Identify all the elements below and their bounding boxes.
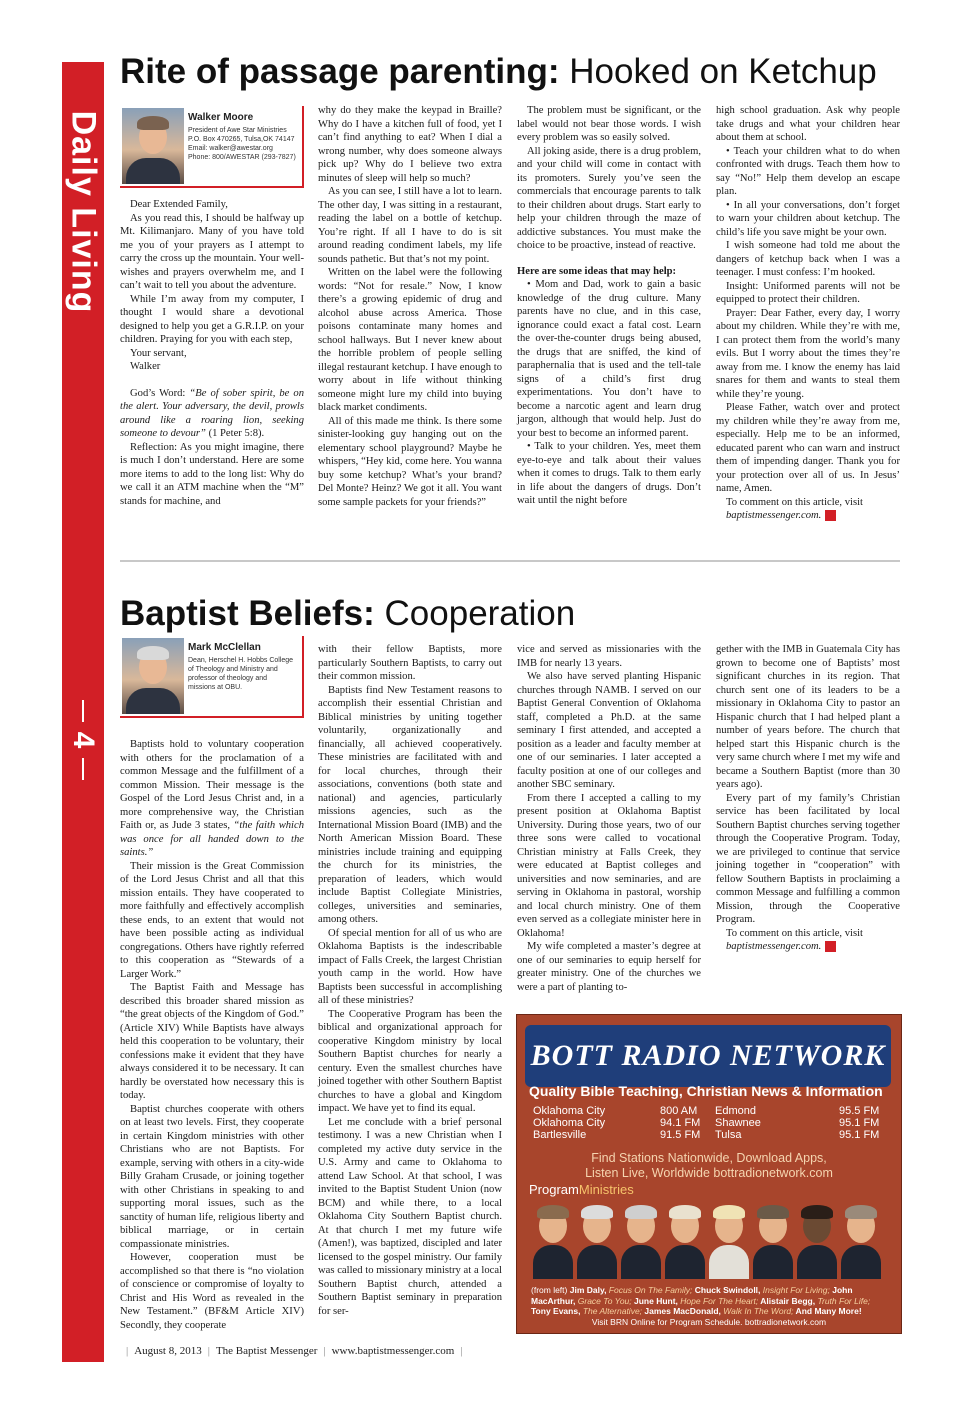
bullet-item: • Teach your children what to do when confronted with drugs. Teach them how to say “No!” Help them develop an escape plan.	[716, 145, 900, 197]
paragraph: Please Father, watch over and protect my children while they’re away from me, especially. Help me to be an informed, educated parent who can warn and instruct them of impending danger. Thank you for your protection over all of us. In Jesus’ name, Amen.	[716, 402, 900, 494]
paragraph	[120, 738, 304, 860]
station-list	[533, 1105, 883, 1141]
station-frequency: 800 AM	[660, 1105, 698, 1117]
program-ministries-heading	[529, 1182, 634, 1197]
article1-headline-bold: Rite of passage parenting:	[120, 52, 560, 91]
author-photo-hair	[137, 116, 169, 130]
program-word: Program	[529, 1182, 579, 1197]
host-portrait	[621, 1205, 661, 1279]
host-body	[753, 1245, 793, 1279]
scripture-quote: “the faith which was once for all handed down to the saints.”	[120, 820, 304, 858]
radio-hosts-photo	[529, 1199, 889, 1281]
host-portrait	[709, 1205, 749, 1279]
host-body	[621, 1245, 661, 1279]
paragraph: Baptists find New Testament reasons to accomplish their essential Christian and Biblical ministries by uniting together voluntarily, organizationally and financially, all achieved cooperatively. These ministries are facilitated with and for local churches, through their associations, conventions (both state and national) and agencies, particularly missions agencies, such as the International Mission Board (IMB) and the North American Mission Board. These ministries include training and equipping the church for its ministries, the preparation of leaders, which would include Baptist Collegiate Ministries, colleges, universities and seminaries, among others.	[318, 684, 502, 925]
host-name: Alistair Begg,	[758, 1295, 816, 1306]
footer-paper-name: The Baptist Messenger	[215, 1345, 318, 1357]
footer-separator: |	[207, 1345, 210, 1357]
article1-column-4	[716, 104, 900, 523]
article1-column-1	[120, 198, 304, 508]
host-name: Chuck Swindoll,	[692, 1285, 761, 1295]
paragraph: From there I accepted a calling to my present position at Oklahoma Baptist University. During those years, two of our three sons were called to vocational Christian ministry at Falls Creek, they were educated at Baptist colleges and universities and now seminaries, and are serving in Oklahoma in pastoral, worship and local church ministry. One of them even served as a collegiate minister here in Oklahoma!	[517, 792, 701, 939]
host-name: June Hunt,	[631, 1295, 678, 1306]
scripture-quote: “Be of sober spirit, be on the alert. Your adversary, the devil, prowls around like a roaring lion, seeking someone to devour”	[120, 387, 304, 439]
footer-separator: |	[126, 1345, 129, 1357]
paragraph: All of this made me think. Is there some sinister-looking guy hanging out on the elementary school playground? Maybe he whispers, “Hey kid, come here. You wanna buy some ketchup? What’s your brand? Del Monte? Heinz? We got it all. You want some sample packets for your friends?”	[318, 415, 502, 508]
paragraph: Every part of my family’s Christian service has been facilitated by local Southern Baptist churches serving together through the Cooperative Program. Today, we are privileged to continue that service joining together in “cooperation” with fellow Southern Baptists in proclaiming a common Message and fulfilling a common Mission, through the Cooperative Program.	[716, 792, 900, 925]
comment-link-line	[716, 940, 900, 954]
bullet-item: • Mom and Dad, work to gain a basic knowledge of the drug culture. Many parents have no clue, and in this case, ignorance could exact a fatal cost. Learn the over-the-counter drugs being abused, the drugs that are sniffed, the kind of paraphernalia that is used and the tell-tale signs of a child’s first drug experimentations. You don’t have to become a narcotic agent and learn drug jargon, although that would help. Just do your best to become an informed parent.	[517, 279, 701, 439]
host-hair	[713, 1205, 745, 1219]
show-name: Grace To You;	[575, 1295, 632, 1306]
paragraph: why do they make the keypad in Braille? Why do I have a kitchen full of food, yet I can’t find anything to eat? When I dial a wrong number, why does someone always pick up? Why do I believe two extra minutes of sleep will help so much?	[318, 105, 502, 184]
paragraph: The Baptist Faith and Message has described this broader shared mission as “the great objects of the Kingdom of God.” (Article XIV) While Baptists have always held this cooperation to be voluntary, their confessions make it evident that they have always considered it to be necessary. It can hardly be overstated how necessary this is today.	[120, 982, 304, 1101]
host-body	[709, 1245, 749, 1279]
messenger-logo-icon: m	[825, 941, 836, 952]
section-label	[62, 62, 104, 362]
ad-title-banner	[525, 1025, 891, 1087]
host-portrait	[797, 1205, 837, 1279]
comment-prompt: To comment on this article, visit	[726, 927, 863, 939]
paragraph	[120, 387, 304, 441]
paragraph: Prayer: Dear Father, every day, I worry about my children. While they’re with me, I can protect them from the world’s many evils. But I worry about the times they’re away from me. I know the enemy has laid snares for them and wants to steal them while they’re young.	[716, 307, 900, 400]
paragraph: My wife completed a master’s degree at one of our seminaries to equip herself for greater ministry. One of the churches we were a part of planting to-	[517, 941, 701, 993]
station-city: Oklahoma City	[533, 1117, 606, 1129]
scripture-reference: (1 Peter 5:8).	[205, 428, 265, 439]
show-name: Focus On The Family;	[606, 1285, 693, 1295]
show-name: Insight For Living;	[760, 1285, 830, 1295]
show-name: The Alternative;	[580, 1306, 643, 1316]
paragraph: All joking aside, there is a drug problem, and your child will come in contact with its promoters. Surely you’ve seen the commercials that encourage parents to talk to their children about drugs. Start early to help your children through the maze of addictive substances. You must make the choice to be proactive, instead of reactive.	[517, 145, 701, 251]
article2-headline	[120, 594, 575, 634]
author-email: Email: walker@awestar.org	[188, 145, 273, 152]
host-portrait	[841, 1205, 881, 1279]
article2-headline-thin: Cooperation	[384, 594, 576, 633]
show-name: Hope For The Heart;	[677, 1295, 759, 1306]
author-photo-hair	[137, 646, 169, 660]
paragraph: The Cooperative Program has been the biblical and organizational approach for cooperative Kingdom ministry by local Southern Baptist churches for nearly a century. Even the smallest churches have joined together with other Southern Baptist churches to have a global and Kingdom impact. We have yet to find its equal.	[318, 1008, 502, 1114]
host-hair	[625, 1205, 657, 1219]
host-name: Jim Daly,	[569, 1285, 607, 1295]
paragraph: Your servant,	[130, 347, 187, 359]
article1-headline-thin: Hooked on Ketchup	[569, 52, 877, 91]
ad-find-line: Listen Live, Worldwide bottradionetwork.com	[585, 1166, 833, 1180]
paragraph: Of special mention for all of us who are Oklahoma Baptists is the indescribable impact of Falls Creek, the largest Christian youth camp in the world. How have Baptists been successful in accomplishing all of these ministries?	[318, 927, 502, 1006]
ad-visit-line: Visit BRN Online for Program Schedule. bottradionetwork.com	[591, 1316, 827, 1327]
station-row	[533, 1105, 883, 1117]
station-row	[533, 1129, 883, 1141]
host-portrait	[533, 1205, 573, 1279]
article2-author-box	[120, 636, 304, 718]
messenger-logo-icon: m	[825, 510, 836, 521]
ministries-word: Ministries	[578, 1182, 634, 1197]
paragraph: gether with the IMB in Guatemala City has grown to become one of Baptists’ most significant churches in its region. That church sent one of its leaders to be a missionary in Oklahoma City to pastor an Hispanic church that I had helped plant a number of years before. The church that helped start this Hispanic church is the very same church where I met my wife and became a Southern Baptist (more than 30 years ago).	[716, 644, 900, 790]
page-number-rule-bottom	[82, 758, 84, 780]
bott-radio-advertisement	[516, 1014, 902, 1334]
host-portrait	[665, 1205, 705, 1279]
host-portrait	[753, 1205, 793, 1279]
author-address: P.O. Box 470265, Tulsa,OK 74147	[188, 136, 295, 143]
comment-link[interactable]: baptistmessenger.com.	[726, 510, 822, 521]
page-number-text: 4	[67, 731, 100, 749]
host-name: John MacArthur,	[531, 1285, 853, 1306]
bullet-item: • In all your conversations, don’t forget to warn your children about ketchup. The child’s life you save might be your own.	[716, 199, 900, 238]
author-title-line: Dean, Herschel H. Hobbs College	[188, 657, 294, 664]
article2-headline-bold: Baptist Beliefs:	[120, 594, 375, 633]
article2-column-3	[517, 643, 701, 994]
gods-word-lead: God’s Word:	[130, 387, 190, 399]
ad-tagline: Quality Bible Teaching, Christian News & Information	[529, 1083, 883, 1099]
author-title-line: professor of theology and	[188, 675, 267, 682]
host-hair	[757, 1205, 789, 1219]
bullet-item: • Talk to your children. Yes, meet them eye-to-eye and talk about their values when it comes to drugs. Talk to them early in life about the dangers of drugs. Don’t wait until the night before	[517, 441, 701, 506]
tips-heading: Here are some ideas that may help:	[517, 265, 677, 277]
paragraph: As you can see, I still have a lot to learn. The other day, I was sitting in a restaurant, reading the label on a bottle of ketchup. You’re right. If all I have to do is sit around reading condiment labels, my life sounds pathetic. But that’s not my point.	[318, 186, 502, 265]
article2-column-1	[120, 738, 304, 1332]
station-frequency: 95.5 FM	[839, 1105, 880, 1117]
host-body	[665, 1245, 705, 1279]
author-info	[188, 642, 298, 692]
paragraph-text: Baptists hold to voluntary cooperation with others for the proclamation of a common Message and the fulfillment of a common Mission. Their message is the Gospel of the Lord Jesus Christ and, in a more comprehensive way, the Christian Faith or, as Jude 3 states,	[120, 739, 304, 831]
footer-url[interactable]: www.baptistmessenger.com	[331, 1345, 455, 1357]
page-number	[62, 700, 104, 780]
author-info	[188, 112, 298, 162]
station-frequency: 94.1 FM	[660, 1117, 701, 1129]
footer-date: August 8, 2013	[134, 1345, 202, 1357]
station-city: Tulsa	[715, 1129, 742, 1141]
station-city: Edmond	[715, 1105, 756, 1117]
footer-separator: |	[323, 1345, 326, 1357]
host-hair	[801, 1205, 833, 1219]
host-hair	[845, 1205, 877, 1219]
host-body	[797, 1245, 837, 1279]
ad-title: BOTT RADIO NETWORK	[530, 1039, 886, 1072]
comment-link[interactable]: baptistmessenger.com.	[726, 941, 822, 952]
host-hair	[669, 1205, 701, 1219]
paragraph: Written on the label were the following words: “Not for resale.” Now, I know there’s a growing epidemic of drug and alcohol abuse across America. Those poisons contaminate many homes and school hallways. But I never knew about the horrible problem of people selling illegal restaurant ketchup. I have enough to worry about in life without thinking someone might lure my child into buying black market condiments.	[318, 267, 502, 413]
paragraph: As you read this, I should be halfway up Mt. Kilimanjaro. Many of you have told me you of your prayers as I attempt to carry the cross up the mountain. Your well-wishes and prayers overwhelm me, and I can’t wait to tell you about the adventure.	[120, 212, 304, 291]
paragraph: I wish someone had told me about the dangers of ketchup back when I was a teenager. I must confess: I’m hooked.	[716, 240, 900, 278]
article2-column-4	[716, 643, 900, 954]
show-name: Walk In The Word;	[720, 1306, 794, 1316]
author-photo	[122, 108, 184, 184]
page-footer	[120, 1345, 469, 1357]
paragraph: Let me conclude with a brief personal testimony. I was a new Christian when I completed my active duty service in the U.S. Army and came to Oklahoma to attend Law School. At that school, I was invited to the Baptist Student Union (now BCM) and while there, to a local Oklahoma City Southern Baptist church. At that church I met my future wife (Amen!), was baptized, discipled and later licensed to the gospel ministry. Our family was called to missionary ministry at a local Southern Baptist church, attended a Southern Baptist seminary in preparation for ser-	[318, 1116, 502, 1317]
host-body	[841, 1245, 881, 1279]
station-city: Bartlesville	[533, 1129, 587, 1141]
host-hair	[537, 1205, 569, 1219]
article1-headline	[120, 52, 877, 92]
paragraph: Insight: Uniformed parents will not be equipped to protect their children.	[716, 280, 900, 305]
host-hair	[581, 1205, 613, 1219]
paragraph: Their mission is the Great Commission of the Lord Jesus Christ and all that this mission entails. They have cooperated to more faithfully and effectively accomplish these ends, to an extent that would not have been possible acting as individual congregations. Others have rightly referred to this cooperation as “Stewards of a Larger Work.”	[120, 860, 304, 980]
author-title-line: of Theology and Ministry and	[188, 666, 278, 673]
station-frequency: 95.1 FM	[839, 1117, 880, 1129]
paragraph: vice and served as missionaries with the IMB for nearly 13 years.	[517, 644, 701, 669]
article2-column-2	[318, 643, 502, 1318]
article1-column-2	[318, 104, 502, 509]
ad-find-line: Find Stations Nationwide, Download Apps,	[591, 1151, 827, 1165]
paragraph: We also have served planting Hispanic churches through NAMB. I served on our Baptist General Convention of Oklahoma staff, completed a Ph.D. at the same seminary I first attended, and accepted a position as a leader and faculty member at one of our seminaries. I later accepted a faculty position at one of our colleges and another SBC seminary.	[517, 671, 701, 790]
paragraph: The problem must be significant, or the label would not bear those words. I wish every problem was so easily solved.	[517, 105, 701, 143]
article1-column-3	[517, 104, 701, 508]
paragraph: Dear Extended Family,	[130, 199, 228, 210]
author-photo	[122, 638, 184, 714]
page-number-rule-top	[82, 700, 84, 722]
paragraph: Baptist churches cooperate with others on at least two levels. First, they cooperate in certain Kingdom ministries with other Christians who are not Baptists. For example, serving with others in a city-wide Billy Graham Crusade, or joining together with other Christians in speaking to and supporting moral issues, such as the sanctity of human life, religious liberty and biblical marriage, or in certain compassionate ministries.	[120, 1103, 304, 1250]
author-photo-suit	[126, 688, 180, 714]
footer-separator: |	[460, 1345, 463, 1357]
paragraph: high school graduation. Ask why people take drugs and what your children hear about them at school.	[716, 105, 900, 143]
comment-link-line	[716, 509, 900, 523]
host-credits	[531, 1285, 887, 1327]
article1-author-box	[120, 106, 304, 188]
station-city: Oklahoma City	[533, 1105, 606, 1117]
host-body	[533, 1245, 573, 1279]
host-name: James MacDonald,	[642, 1306, 721, 1316]
author-phone: Phone: 800/AWESTAR (293-7827)	[188, 154, 296, 161]
author-title-line: missions at OBU.	[188, 684, 243, 691]
credits-lead: (from left)	[531, 1285, 570, 1295]
paragraph: Walker	[130, 361, 161, 372]
host-portrait	[577, 1205, 617, 1279]
paragraph: Reflection: As you might imagine, there is much I don’t understand. Here are some more items to add to the long list: Why do we call it an ATM machine when the “M” stands for machine, and	[120, 441, 304, 507]
paragraph: with their fellow Baptists, more particularly Southern Baptists, to carry out their common mission.	[318, 644, 502, 682]
station-row	[533, 1117, 883, 1129]
article-divider	[120, 560, 900, 562]
credits-end: And Many More!	[793, 1306, 862, 1316]
show-name: Truth For Life;	[815, 1295, 871, 1306]
comment-prompt: To comment on this article, visit	[726, 496, 863, 508]
author-name: Walker Moore	[188, 112, 254, 123]
paragraph: However, cooperation must be accomplished so that there is “no violation of conscience or compromise of loyalty to Christ and His Word as revealed in the New Testament.” (BF&M Article XIV) Secondly, they cooperate	[120, 1252, 304, 1331]
station-city: Shawnee	[715, 1117, 761, 1129]
station-frequency: 91.5 FM	[660, 1129, 701, 1141]
paragraph: While I’m away from my computer, I thought I would share a devotional designed to help you get a G.R.I.P. on your children. Praying for you with each step,	[120, 293, 304, 345]
author-photo-suit	[126, 158, 180, 184]
section-label-text: Daily Living	[64, 110, 103, 314]
author-title: President of Awe Star Ministries	[188, 127, 287, 134]
host-name: Tony Evans,	[531, 1306, 581, 1316]
host-body	[577, 1245, 617, 1279]
station-frequency: 95.1 FM	[839, 1129, 880, 1141]
ad-find-stations	[517, 1151, 901, 1181]
author-name: Mark McClellan	[188, 642, 261, 653]
